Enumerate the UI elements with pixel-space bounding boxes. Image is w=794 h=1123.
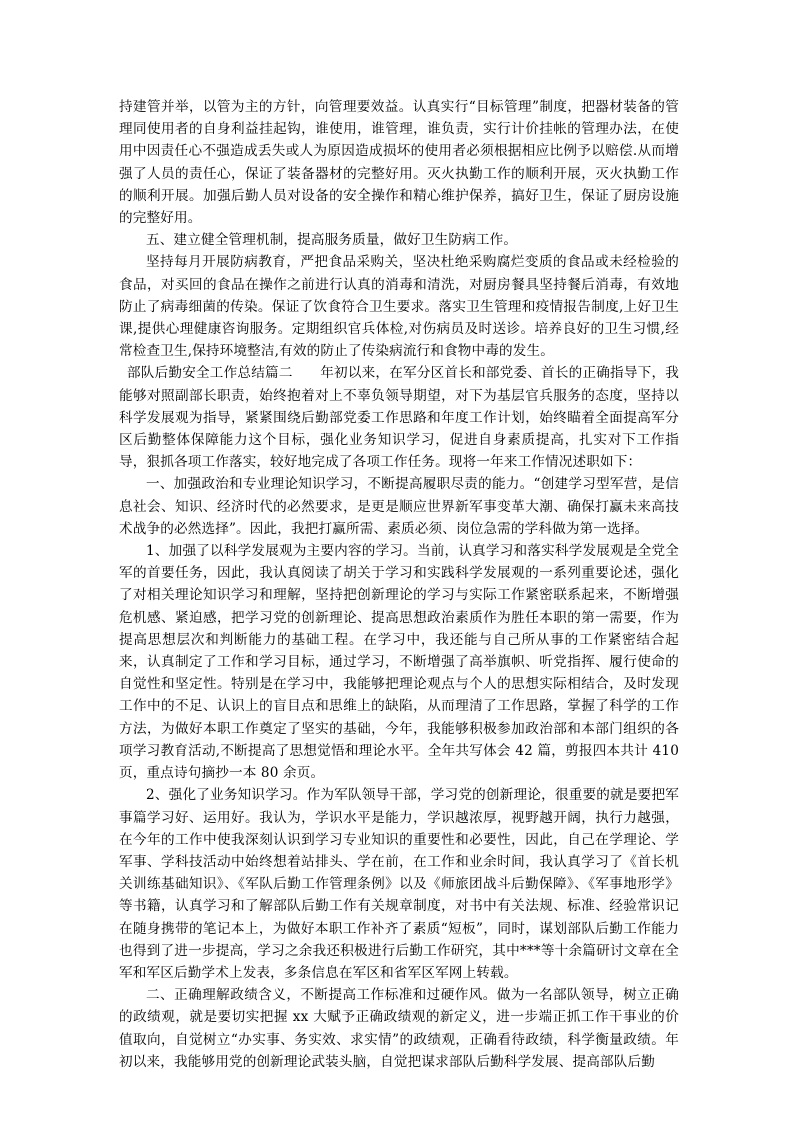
section-heading-five: 五、建立健全管理机制，提高服务质量，做好卫生防病工作。 [146,232,518,249]
section-heading-two: 二、正确理解政绩含义，不断提高工作标准和过硬作风。做为一名部队领导，树立正确的政绩观，就是要切实把握 xx 大赋予正确政绩观的新定义，进一步端正抓工作干事业的价值取向，自觉树立“办实事、务实效、求实情”的政绩观，正确看待政绩，科学衡量政绩。年初以来，我能够用党的创新理论武装头脑，自觉把谋求部队后勤科学发展、提高部队后勤 [119,987,679,1070]
document-body [119,96,679,1073]
paragraph-professional-knowledge-study: 2、强化了业务知识学习。作为军队领导干部，学习党的创新理论，很重要的就是要把军事篇学习好、运用好。我认为，学识水平是能力，学识越浓厚，视野越开阔，执行力越强，在今年的工作中使我深刻认识到学习专业知识的重要性和必要性，因此，自己在学理论、学军事、学科技活动中始终想着站排头、学在前，在工作和业余时间，我认真学习了《首长机关训练基础知识》、《军队后勤工作管理条例》以及《师旅团战斗后勤保障》、《军事地形学》等书籍，认真学习和了解部队后勤工作有关规章制度，对书中有关法规、标准、经验常识记在随身携带的笔记本上，为做好本职工作补齐了素质“短板”，同时，谋划部队后勤工作能力也得到了进一步提高，学习之余我还积极进行后勤工作研究，其中***等十余篇研讨文章在全军和军区后勤学术上发表，多条信息在军区和省军区军网上转载。 [119,787,679,981]
paragraph-scientific-development-study: 1、加强了以科学发展观为主要内容的学习。当前，认真学习和落实科学发展观是全党全军的首要任务，因此，我认真阅读了胡关于学习和实践科学发展观的一系列重要论述，强化了对相关理论知识学习和理解，坚持把创新理论的学习与实际工作紧密联系起来，不断增强危机感、紧迫感，把学习党的创新理论、提高思想政治素质作为胜任本职的第一需要，作为提高思想层次和判断能力的基础工程。在学习中，我还能与自己所从事的工作紧密结合起来，认真制定了工作和学习目标，通过学习，不断增强了高举旗帜、听党指挥、履行使命的自觉性和坚定性。特别是在学习中，我能够把理论观点与个人的思想实际相结合，及时发现工作中的不足、认识上的盲目点和思维上的缺陷，从而理清了工作思路，掌握了科学的工作方法，为做好本职工作奠定了坚实的基础，今年，我能够积极参加政治部和本部门组织的各项学习教育活动,不断提高了思想觉悟和理论水平。全年共写体会 42 篇，剪报四本共计 410页，重点诗句摘抄一本 80 余页。 [119,543,679,782]
paragraph-equipment-management: 持建管并举，以管为主的方针，向管理要效益。认真实行“目标管理”制度，把器材装备的管理同使用者的自身利益挂起钩，谁使用，谁管理，谁负责，实行计价挂帐的管理办法，在使用中因责任心不强造成丢失或人为原因造成损坏的使用者必须根据相应比例予以赔偿.从而增强了人员的责任心，保证了装备器材的完整好用。灭火执勤工作的顺利开展，灭火执勤工作的顺利开展。加强后勤人员对设备的安全操作和精心维护保养，搞好卫生，保证了厨房设施的完整好用。 [119,99,679,227]
section-heading-one: 一、加强政治和专业理论知识学习，不断提高履职尽责的能力。“创建学习型军营，是信息社会、知识、经济时代的必然要求，是更是顺应世界新军事变革大潮、确保打赢未来高技术战争的必然选择”。因此，我把打赢所需、素质必须、岗位急需的学科做为第一选择。 [119,476,679,537]
paragraph-disease-prevention: 坚持每月开展防病教育，严把食品采购关，坚决杜绝采购腐烂变质的食品或未经检验的食品，对买回的食品在操作之前进行认真的消毒和清洗，对厨房餐具坚持餐后消毒，有效地防止了病毒细菌的传染。保证了饮食符合卫生要求。落实卫生管理和疫情报告制度,上好卫生课,提供心理健康咨询服务。定期组织官兵体检,对伤病员及时送诊。培养良好的卫生习惯,经常检查卫生,保持环境整洁,有效的防止了传染病流行和食物中毒的发生。 [119,254,679,360]
paragraph-summary-part-two-intro: 部队后勤安全工作总结篇二 年初以来，在军分区首长和部党委、首长的正确指导下，我能够对照副部长职责，始终抱着对上不辜负领导期望，对下为基层官兵服务的态度，坚持以科学发展观为指导，紧紧围绕后勤部党委工作思路和年度工作计划，始终瞄着全面提高军分区后勤整体保障能力这个目标，强化业务知识学习，促进自身素质提高，扎实对下工作指导，狠抓各项工作落实，较好地完成了各项工作任务。现将一年来工作情况述职如下： [119,365,679,471]
